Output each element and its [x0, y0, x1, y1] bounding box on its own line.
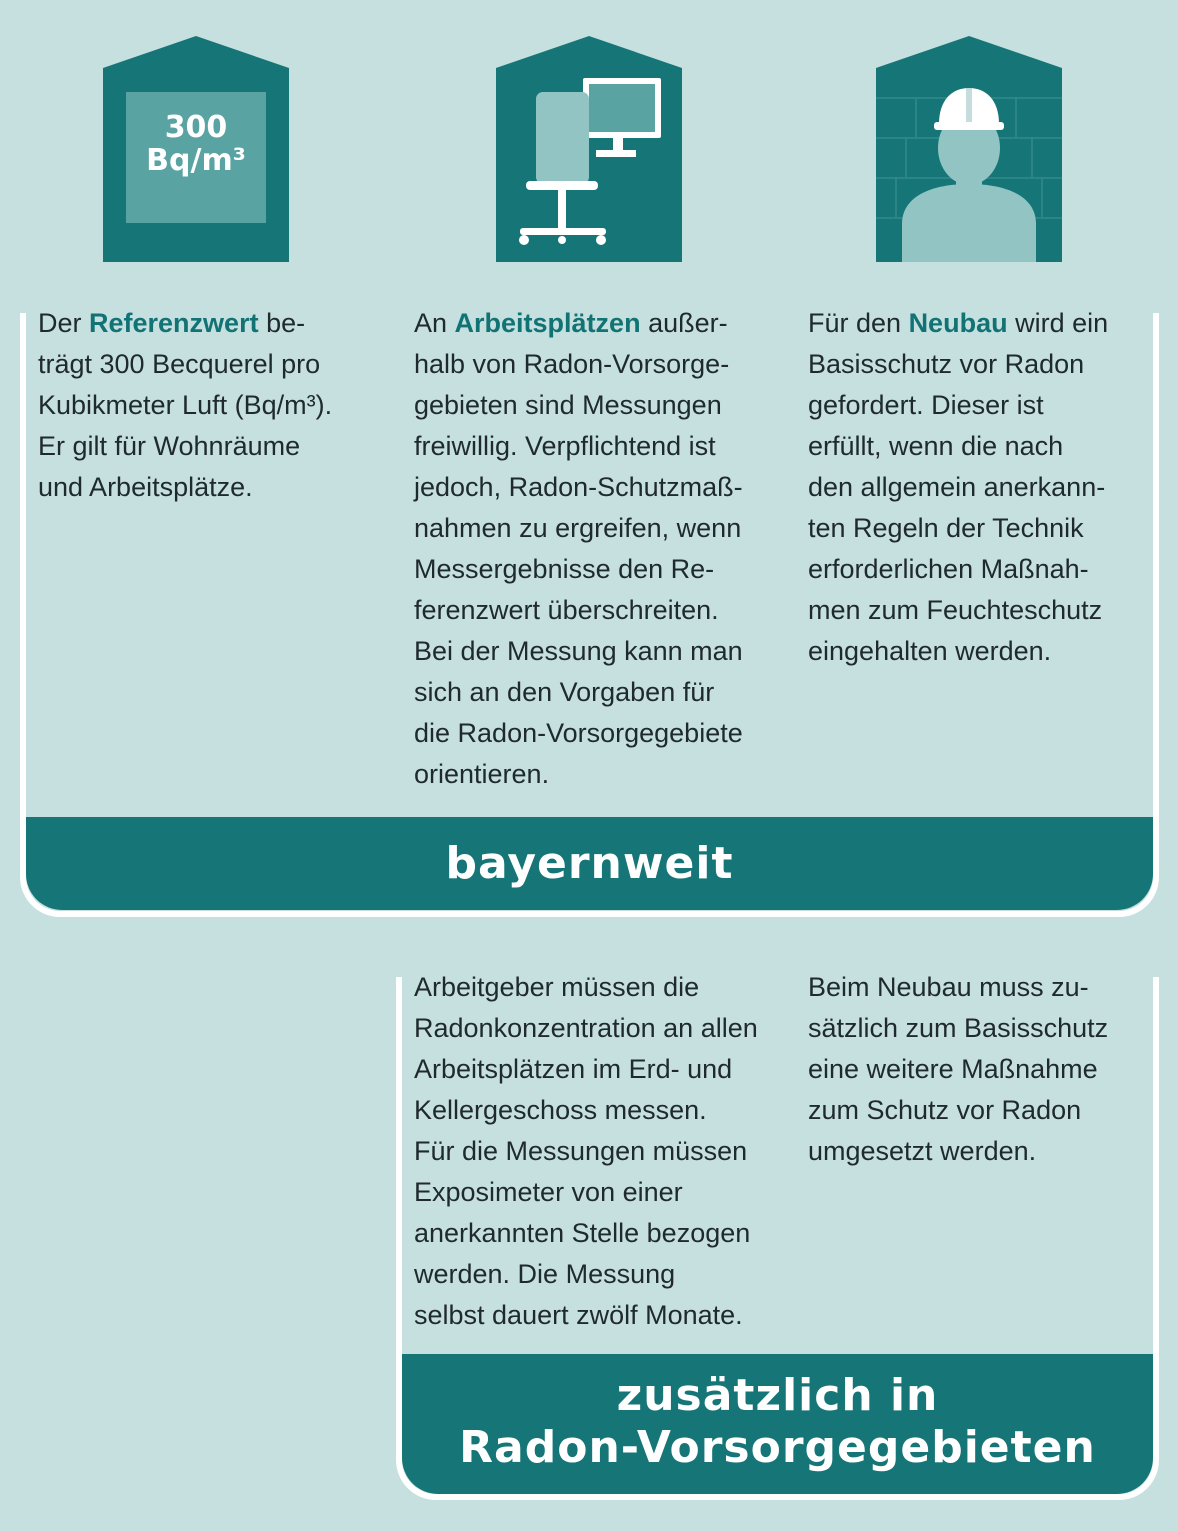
construction-worker-icon [876, 36, 1062, 262]
reference-value-unit: Bq/m³ [146, 143, 246, 178]
vorsorge-banner-line1: zusätzlich in [616, 1370, 939, 1421]
vorsorge-banner-line2: Radon-Vorsorgegebieten [459, 1422, 1096, 1473]
office-chair-monitor-icon [496, 36, 682, 262]
vorsorge-banner [402, 1354, 1153, 1494]
bayernweit-col2-text: An Arbeitsplätzen außer- halb von Radon-Vorsorge- gebieten sind Messungen freiwillig. Verpflichtend ist jedoch, Radon-Schutzmaß- nahmen zu ergreifen, wenn Messergebnisse den Re- ferenzwert überschreiten. Bei der Messung kann man sich an den Vorgaben für die Radon-Vorsorgegebiete orientieren. [414, 308, 743, 789]
bayernweit-banner: bayernweit [26, 817, 1153, 910]
reference-value-number: 300 [164, 110, 228, 145]
vorsorge-col3-text: Beim Neubau muss zu- sätzlich zum Basisschutz eine weitere Maßnahme zum Schutz vor Radon umgesetzt werden. [808, 972, 1109, 1166]
vorsorge-col2-text: Arbeitgeber müssen die Radonkonzentration an allen Arbeitsplätzen im Erd- und Kellergeschoss messen. Für die Messungen müssen Exposimeter von einer anerkannten Stelle bezogen werden. Die Messung selbst dauert zwölf Monate. [414, 972, 758, 1330]
bayernweit-col3-text: Für den Neubau wird ein Basisschutz vor Radon gefordert. Dieser ist erfüllt, wenn die nach den allgemein anerkann- ten Regeln der Technik erforderlichen Maßnah- men zum Feuchteschutz eingehalten werden. [808, 308, 1109, 666]
bayernweit-col1-text: Der Referenzwert be- trägt 300 Becquerel pro Kubikmeter Luft (Bq/m³). Er gilt für Wohnräume und Arbeitsplätze. [38, 308, 333, 502]
house-300-icon [103, 36, 289, 262]
